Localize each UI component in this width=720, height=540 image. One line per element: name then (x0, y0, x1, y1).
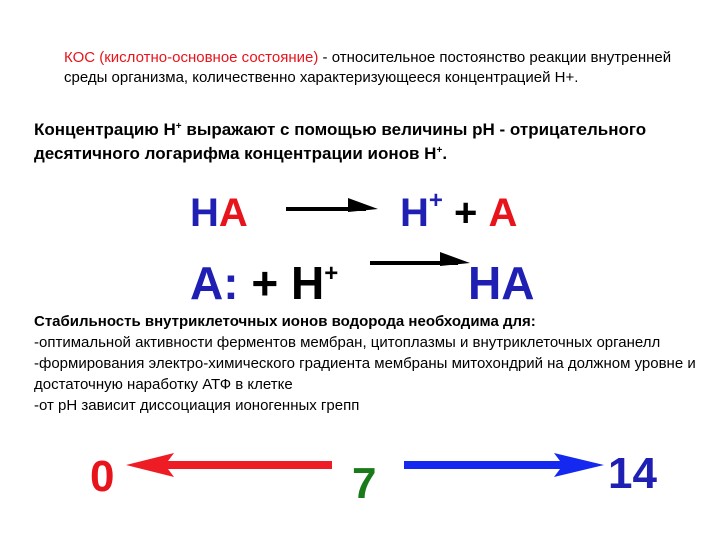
eq2-h-charge: + (324, 260, 339, 287)
ph-scale-neutral: 7 (352, 459, 377, 508)
ph-definition-part1: Концентрацию Н (34, 120, 176, 139)
base-arrow-icon (404, 450, 609, 480)
equation2-left (190, 257, 339, 309)
kos-definition-text: - относительное постоянство реакции внутренней среды организма, количественно характеризующееся концентрацией Н+. (64, 49, 672, 86)
eq1-right-charge: + (428, 187, 443, 214)
stability-section (34, 311, 704, 416)
eq1-right-a: А (488, 191, 518, 235)
eq1-plus: + (454, 191, 478, 235)
ph-definition-part2: выражают с помощью величины рН - отрицательного десятичного логарифма концентрации ионов Н (34, 120, 647, 163)
ph-scale-min: 0 (90, 452, 115, 501)
ph-scale-max: 14 (608, 449, 657, 498)
eq1-left-a: А (218, 191, 248, 235)
h-ion-charge: + (436, 145, 443, 156)
stability-item: -оптимальной активности ферментов мембран, цитоплазмы и внутриклеточных органелл (34, 334, 661, 351)
eq2-right-h: Н (468, 257, 502, 309)
equation1-left (190, 193, 248, 233)
eq2-h: Н (290, 257, 325, 309)
ph-definition (34, 118, 714, 166)
equation1-right (400, 187, 518, 235)
h-ion-charge: + (175, 121, 182, 132)
eq1-left-h: Н (190, 191, 219, 235)
kos-definition (64, 48, 674, 88)
stability-item: -от рН зависит диссоциация ионогенных грепп (34, 397, 360, 414)
kos-term: КОС (кислотно-основное состояние) (64, 49, 319, 66)
eq2-plus: + (251, 257, 279, 309)
ph-definition-part3: . (442, 144, 448, 163)
eq1-arrow-icon (286, 196, 386, 226)
equation2-right (468, 257, 535, 309)
eq2-left-a: А: (190, 257, 239, 309)
eq2-right-a: А (501, 257, 535, 309)
acid-arrow-icon (126, 450, 336, 480)
stability-heading: Стабильность внутриклеточных ионов водорода необходима для: (34, 313, 536, 330)
stability-item: -формирования электро-химического градиента мембраны митохондрий на должном уровне и достаточную наработку АТФ в клетке (34, 355, 696, 393)
eq2-arrow-icon (370, 250, 480, 280)
eq1-right-h: Н (400, 191, 429, 235)
